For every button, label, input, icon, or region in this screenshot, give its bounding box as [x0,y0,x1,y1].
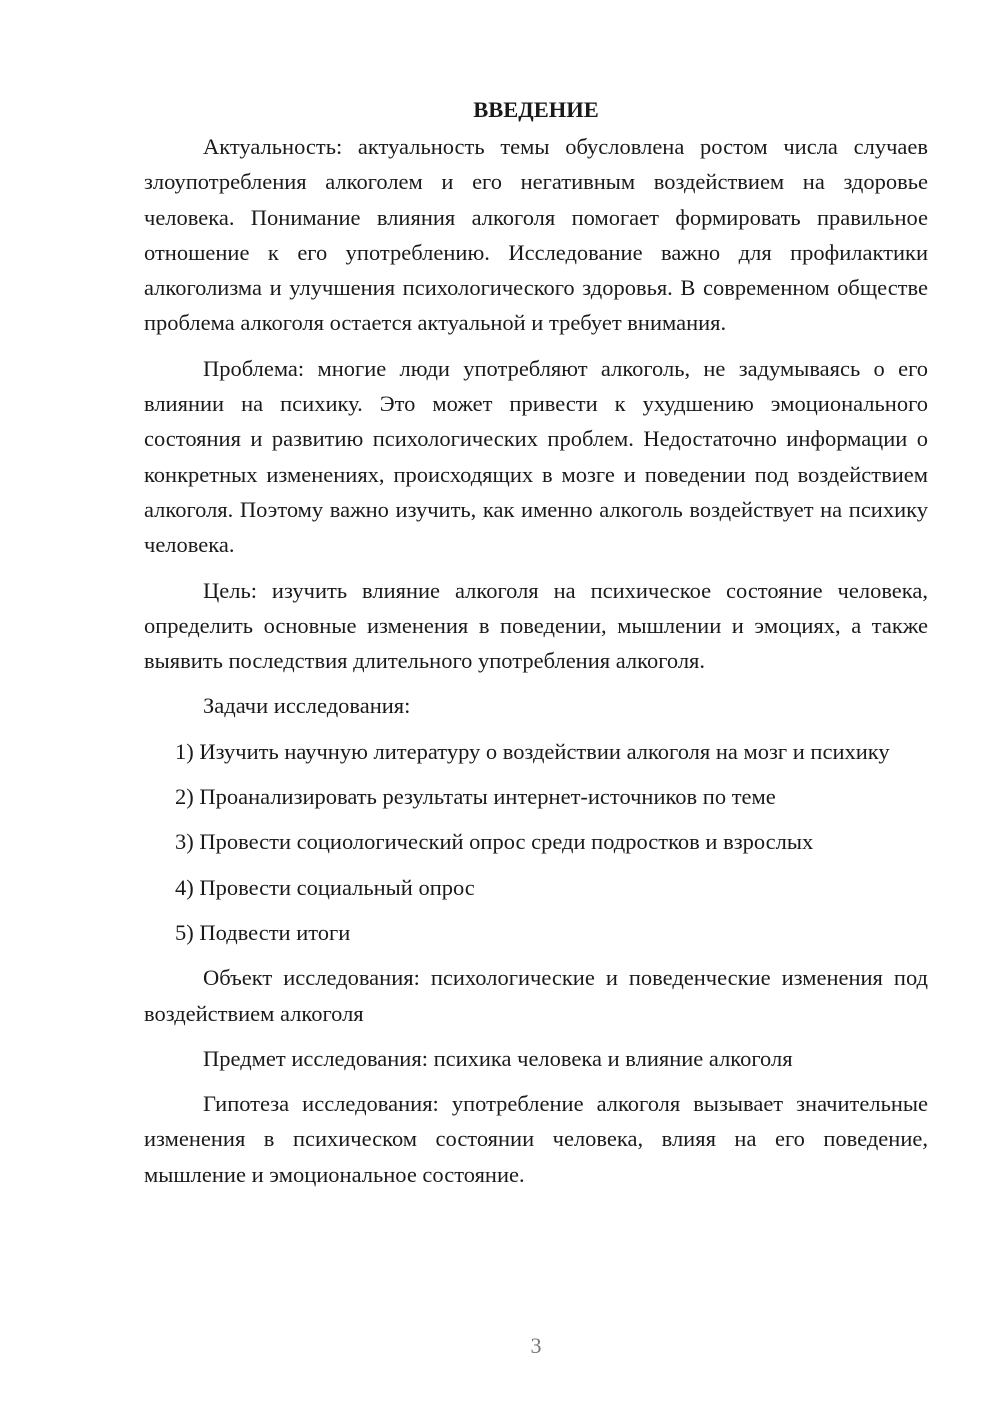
section-title: ВВЕДЕНИЕ [473,97,599,122]
task-item-4: 4) Провести социальный опрос [175,874,475,900]
page-number: 3 [530,1333,542,1358]
task-item-2: 2) Проанализировать результаты интернет-источников по теме [175,784,776,810]
subject-paragraph: Предмет исследования: психика человека и влияние алкоголя [203,1045,793,1071]
problem-paragraph: Проблема: многие люди употребляют алкоголь, не задумываясь о его влиянии на психику. Это может привести к ухудшению эмоционального состояния и развитию психологических проблем. Недостаточно информации о конкретных изменениях, происходящих в мозге и поведении под воздействием алкоголя. Поэтому важно изучить, как именно алкоголь воздействует на психику человека. [144,355,928,558]
relevance-paragraph: Актуальность: актуальность темы обусловлена ростом числа случаев злоупотребления алкоголем и его негативным воздействием на здоровье человека. Понимание влияния алкоголя помогает формировать правильное отношение к его употреблению. Исследование важно для профилактики алкоголизма и улучшения психологического здоровья. В современном обществе проблема алкоголя остается актуальной и требует внимания. [144,134,928,336]
task-item-3: 3) Провести социологический опрос среди подростков и взрослых [175,829,814,855]
task-item-5: 5) Подвести итоги [175,919,351,945]
object-paragraph: Объект исследования: психологические и поведенческие изменения под воздействием алкоголя [144,965,928,1026]
tasks-heading: Задачи исследования: [203,693,411,719]
goal-paragraph: Цель: изучить влияние алкоголя на психическое состояние человека, определить основные изменения в поведении, мышлении и эмоциях, а также выявить последствия длительного употребления алкоголя. [144,577,928,674]
hypothesis-paragraph: Гипотеза исследования: употребление алкоголя вызывает значительные изменения в психическом состоянии человека, влияя на его поведение, мышление и эмоциональное состояние. [144,1091,928,1187]
task-item-1: 1) Изучить научную литературу о воздействии алкоголя на мозг и психику [175,738,890,764]
document-page [144,92,928,1192]
